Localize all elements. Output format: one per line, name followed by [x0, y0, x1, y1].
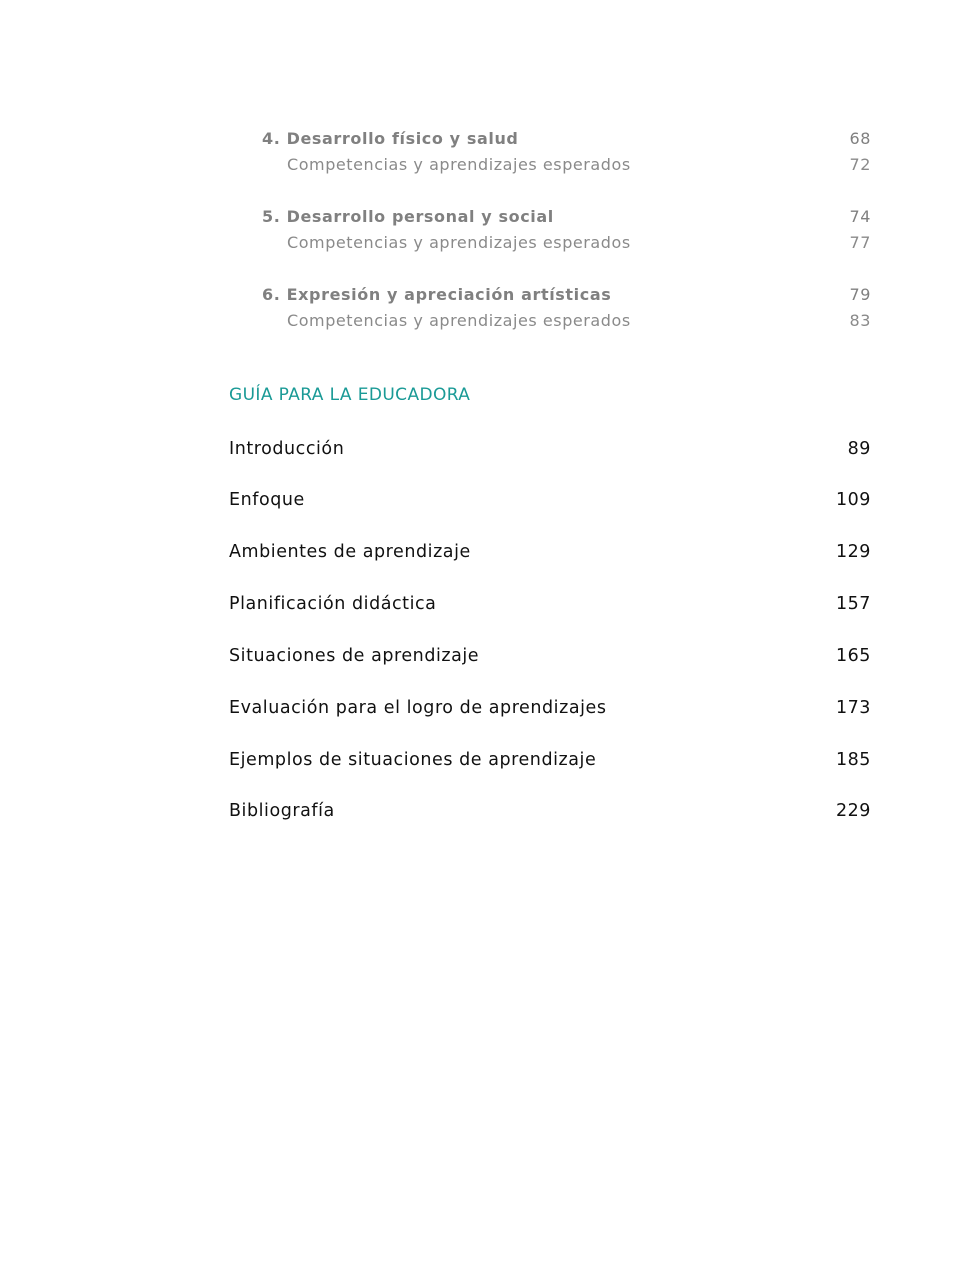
toc-entry [229, 799, 871, 823]
entry-page-number: 229 [835, 801, 871, 821]
subsection-title: Competencias y aprendizajes esperados [287, 310, 631, 330]
subsection-page-number: 72 [849, 154, 871, 174]
toc-subsection-5 [229, 230, 871, 254]
guide-heading: GUÍA PARA LA EDUCADORA [229, 385, 471, 405]
subsection-title: Competencias y aprendizajes esperados [287, 154, 631, 174]
entry-title: Planificación didáctica [229, 594, 437, 614]
section-title: 4. Desarrollo físico y salud [262, 128, 519, 148]
section-page-number: 74 [849, 206, 871, 226]
entry-page-number: 89 [847, 439, 871, 459]
subsection-page-number: 83 [849, 310, 871, 330]
toc-entry [229, 592, 871, 616]
entry-title: Evaluación para el logro de aprendizajes [229, 698, 607, 718]
entry-page-number: 129 [835, 542, 871, 562]
entry-page-number: 165 [835, 646, 871, 666]
subsection-page-number: 77 [849, 232, 871, 252]
toc-entry [229, 644, 871, 668]
toc-entry [229, 488, 871, 512]
toc-section-4 [229, 126, 871, 150]
entry-title: Ambientes de aprendizaje [229, 542, 471, 562]
entry-page-number: 185 [835, 750, 871, 770]
subsection-title: Competencias y aprendizajes esperados [287, 232, 631, 252]
toc-entry [229, 540, 871, 564]
section-title: 6. Expresión y apreciación artísticas [262, 284, 612, 304]
entry-title: Bibliografía [229, 801, 335, 821]
entry-page-number: 157 [835, 594, 871, 614]
section-title: 5. Desarrollo personal y social [262, 206, 554, 226]
entry-title: Situaciones de aprendizaje [229, 646, 480, 666]
toc-entry [229, 748, 871, 772]
entry-title: Enfoque [229, 490, 305, 510]
entry-page-number: 173 [835, 698, 871, 718]
section-page-number: 68 [849, 128, 871, 148]
entry-title: Introducción [229, 439, 345, 459]
section-page-number: 79 [849, 284, 871, 304]
toc-subsection-4 [229, 152, 871, 176]
entry-title: Ejemplos de situaciones de aprendizaje [229, 750, 597, 770]
toc-section-5 [229, 204, 871, 228]
toc-subsection-6 [229, 308, 871, 332]
entry-page-number: 109 [835, 490, 871, 510]
toc-section-6 [229, 282, 871, 306]
toc-entry [229, 437, 871, 461]
toc-entry [229, 696, 871, 720]
